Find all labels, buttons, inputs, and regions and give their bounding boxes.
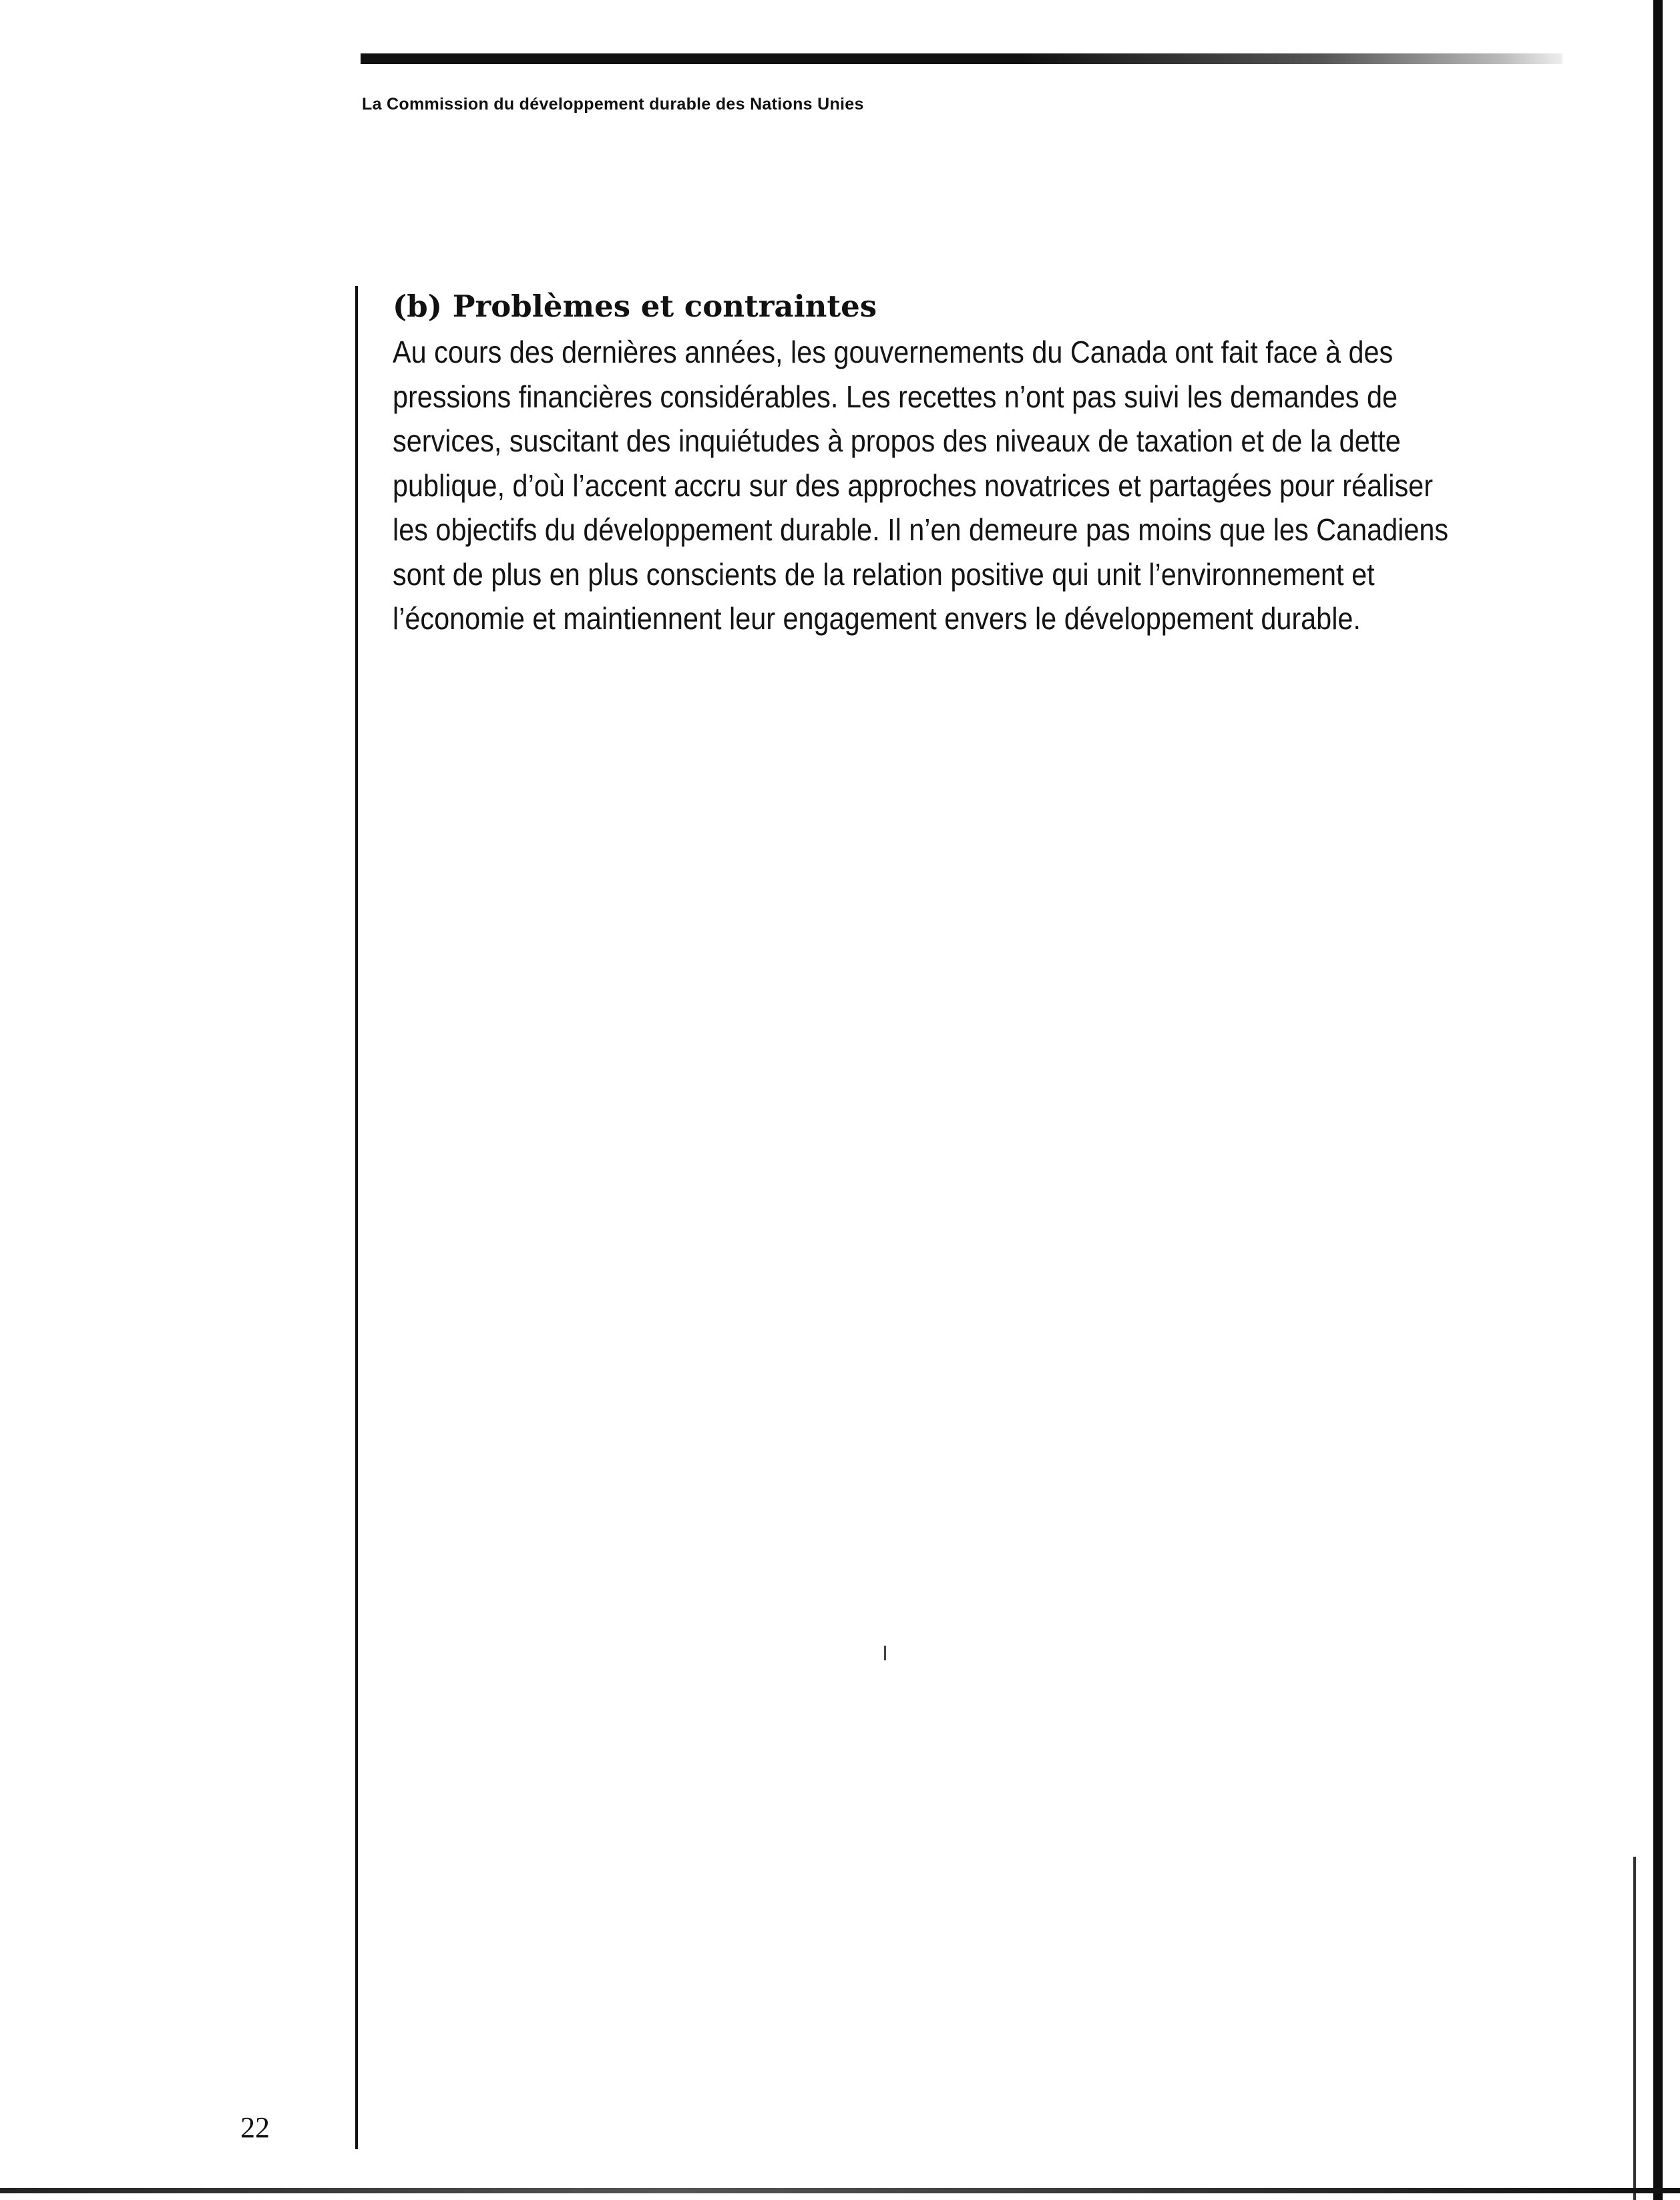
body-line: publique, d’où l’accent accru sur des approches novatrices et partagées pour réaliser <box>393 468 1433 503</box>
scan-edge-right <box>1653 0 1663 2200</box>
body-line: les objectifs du développement durable. Il n’en demeure pas moins que les Canadiens <box>393 512 1449 547</box>
margin-rule <box>355 286 358 2149</box>
body-line: l’économie et maintiennent leur engagement envers le développement durable. <box>393 601 1361 636</box>
section-problems-constraints <box>393 287 1541 641</box>
body-line: sont de plus en plus conscients de la relation positive qui unit l’environnement et <box>393 556 1375 592</box>
header-rule <box>361 53 1562 64</box>
scan-edge-thin <box>1633 1857 1636 2200</box>
body-line: services, suscitant des inquiétudes à propos des niveaux de taxation et de la dette <box>393 423 1401 458</box>
body-paragraph <box>393 330 1528 641</box>
scan-speck <box>884 1646 886 1660</box>
section-heading: (b) Problèmes et contraintes <box>393 289 877 324</box>
scan-edge-bottom <box>0 2188 1680 2193</box>
page-number: 22 <box>240 2111 270 2144</box>
body-line: Au cours des dernières années, les gouvernements du Canada ont fait face à des <box>393 335 1394 369</box>
body-line: pressions financières considérables. Les recettes n’ont pas suivi les demandes de <box>393 379 1398 414</box>
running-header: La Commission du développement durable des Nations Unies <box>362 95 864 114</box>
